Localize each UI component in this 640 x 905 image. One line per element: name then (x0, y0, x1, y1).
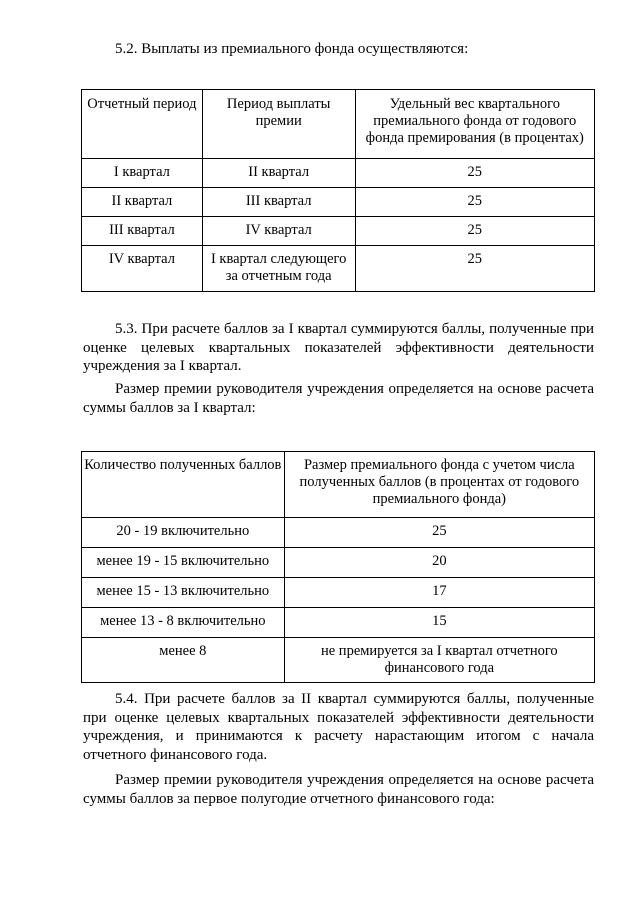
table-cell: 15 (284, 608, 594, 638)
table-cell: менее 19 - 15 включительно (82, 548, 285, 578)
header-cell: Удельный вес квартального премиального фонда от годового фонда премирования (в процентах) (355, 90, 594, 159)
table-cell: I квартал следующего за отчетным года (202, 246, 355, 292)
table-cell: III квартал (82, 217, 203, 246)
table-cell: IV квартал (82, 246, 203, 292)
table-cell: не премируется за I квартал отчетного финансового года (284, 638, 594, 683)
table-row (82, 246, 595, 292)
header-cell: Размер премиального фонда с учетом числа полученных баллов (в процентах от годового премиального фонда) (284, 452, 594, 518)
table-cell: I квартал (82, 159, 203, 188)
table-cell: 25 (284, 518, 594, 548)
bonus-scale-table (81, 451, 595, 683)
table-cell: 25 (355, 217, 594, 246)
table-row (82, 159, 595, 188)
section-5-3-paragraph (83, 320, 594, 376)
table-cell: II квартал (82, 188, 203, 217)
table-row (82, 188, 595, 217)
payout-schedule-table (81, 89, 595, 292)
table-cell: менее 13 - 8 включительно (82, 608, 285, 638)
table-cell: 20 - 19 включительно (82, 518, 285, 548)
table-cell: 20 (284, 548, 594, 578)
paragraph-text: 5.3. При расчете баллов за I квартал суммируются баллы, полученные при оценке целевых квартальных показателей эффективности деятельности учреждения за I квартал. (83, 321, 594, 374)
table-cell: 25 (355, 159, 594, 188)
table-cell: 17 (284, 578, 594, 608)
header-cell: Количество полученных баллов (82, 452, 285, 518)
header-cell: Период выплаты премии (202, 90, 355, 159)
section-5-4-paragraph-2 (83, 771, 594, 808)
table-row (82, 578, 595, 608)
table-cell: менее 15 - 13 включительно (82, 578, 285, 608)
table-cell: 25 (355, 188, 594, 217)
table-header-row (82, 90, 595, 159)
table-row (82, 548, 595, 578)
table-row (82, 638, 595, 683)
section-5-2-heading: 5.2. Выплаты из премиального фонда осуществляются: (115, 41, 469, 57)
section-5-4-paragraph (83, 690, 594, 764)
paragraph-text: 5.4. При расчете баллов за II квартал суммируются баллы, полученные при оценке целевых квартальных показателей эффективности деятельности учреждения, и принимаются к расчету нарастающим итогом с начала отчетного финансового года. (83, 691, 594, 763)
table-row (82, 608, 595, 638)
table-row (82, 518, 595, 548)
table-cell: III квартал (202, 188, 355, 217)
header-cell: Отчетный период (82, 90, 203, 159)
table-header-row (82, 452, 595, 518)
table-cell: II квартал (202, 159, 355, 188)
table-cell: 25 (355, 246, 594, 292)
table-row (82, 217, 595, 246)
paragraph-text: Размер премии руководителя учреждения определяется на основе расчета суммы баллов за I квартал: (83, 381, 594, 416)
table-cell: менее 8 (82, 638, 285, 683)
table-cell: IV квартал (202, 217, 355, 246)
section-5-3-paragraph-2 (83, 380, 594, 417)
paragraph-text: Размер премии руководителя учреждения определяется на основе расчета суммы баллов за первое полугодие отчетного финансового года: (83, 772, 594, 807)
